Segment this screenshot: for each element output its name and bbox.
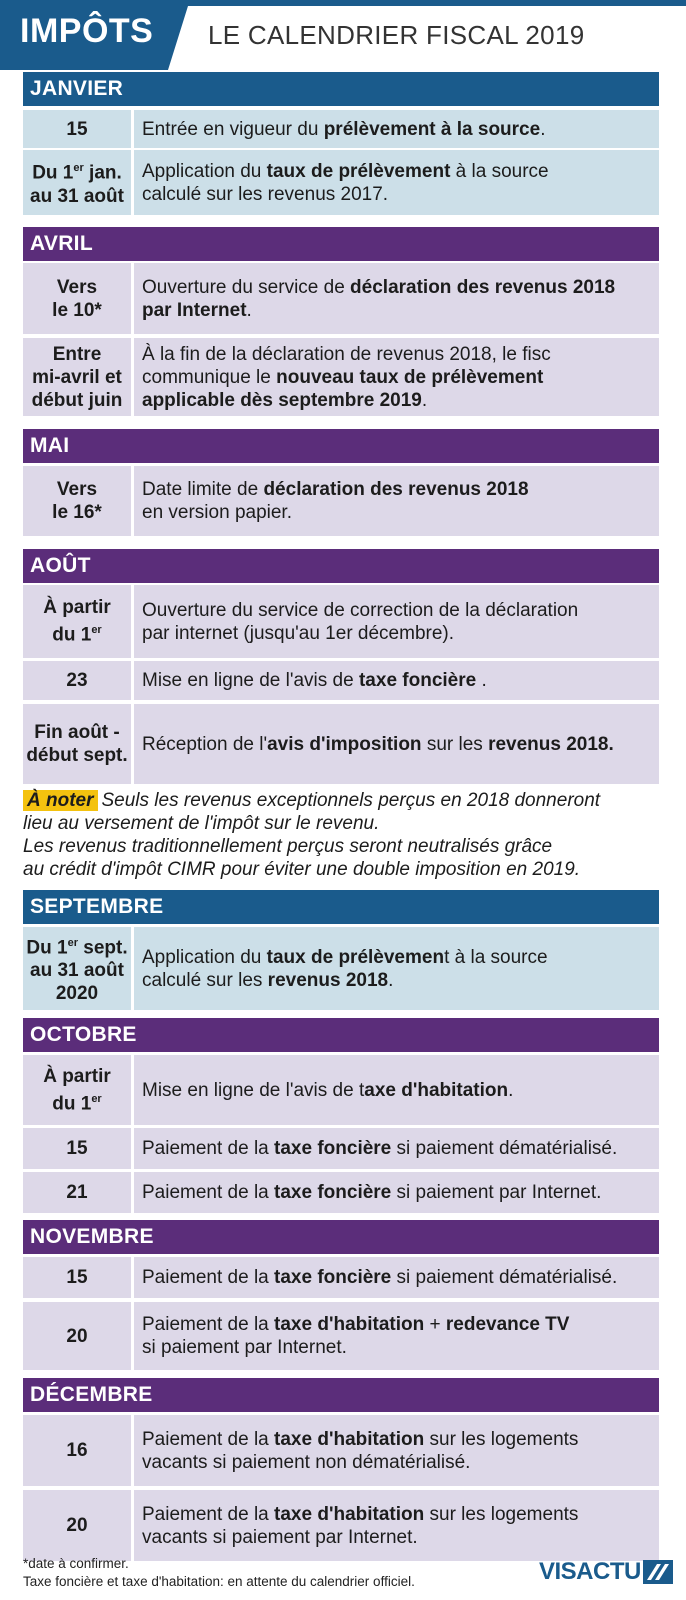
header	[0, 0, 686, 70]
event-description: Application du taux de prélèvement à la source calculé sur les revenus 2017.	[134, 150, 659, 215]
event-description: Paiement de la taxe foncière si paiement dématérialisé.	[134, 1257, 659, 1298]
month-header: AOÛT	[23, 549, 659, 583]
note-line: lieu au versement de l'impôt sur le revenu.	[23, 813, 380, 834]
event-description: Paiement de la taxe d'habitation sur les logements vacants si paiement non dématérialisé.	[134, 1415, 659, 1486]
event-date: 15	[23, 1257, 131, 1298]
event-row	[23, 661, 659, 700]
event-date: Du 1er jan. au 31 août	[23, 150, 131, 215]
month-header: OCTOBRE	[23, 1018, 659, 1052]
event-date: Vers le 16*	[23, 466, 131, 536]
logo-text: VISACTU	[539, 1558, 641, 1585]
header-title: IMPÔTS	[20, 12, 154, 50]
event-date: 20	[23, 1302, 131, 1370]
visactu-logo	[539, 1557, 675, 1587]
footnote-taxes: Taxe foncière et taxe d'habitation: en attente du calendrier officiel.	[23, 1574, 415, 1589]
event-row	[23, 1257, 659, 1298]
logo-mark-icon	[641, 1558, 675, 1586]
note-label: À noter	[23, 790, 98, 811]
event-description: Paiement de la taxe foncière si paiement dématérialisé.	[134, 1128, 659, 1169]
event-row	[23, 263, 659, 334]
event-date: 16	[23, 1415, 131, 1486]
event-date: 21	[23, 1172, 131, 1213]
event-row	[23, 1172, 659, 1213]
event-row	[23, 1302, 659, 1370]
event-row	[23, 1055, 659, 1125]
month-header: NOVEMBRE	[23, 1220, 659, 1254]
event-date: Du 1er sept. au 31 août 2020	[23, 927, 131, 1010]
event-row	[23, 585, 659, 658]
month-header: AVRIL	[23, 227, 659, 261]
event-date: 23	[23, 661, 131, 700]
event-row	[23, 927, 659, 1010]
event-row	[23, 1490, 659, 1561]
event-description: Date limite de déclaration des revenus 2018 en version papier.	[134, 466, 659, 536]
note-box	[23, 789, 663, 881]
event-date: Fin août - début sept.	[23, 704, 131, 784]
month-header: MAI	[23, 429, 659, 463]
event-description: Ouverture du service de correction de la déclaration par internet (jusqu'au 1er décembre).	[134, 585, 659, 658]
event-date: 15	[23, 1128, 131, 1169]
event-description: Paiement de la taxe foncière si paiement par Internet.	[134, 1172, 659, 1213]
event-row	[23, 150, 659, 215]
note-line: Seuls les revenus exceptionnels perçus en 2018 donneront	[101, 790, 601, 811]
event-description: Paiement de la taxe d'habitation sur les logements vacants si paiement par Internet.	[134, 1490, 659, 1561]
event-description: Ouverture du service de déclaration des revenus 2018 par Internet.	[134, 263, 659, 334]
footnote-date: *date à confirmer.	[23, 1556, 129, 1571]
month-header: SEPTEMBRE	[23, 890, 659, 924]
event-date: Entre mi-avril et début juin	[23, 338, 131, 416]
month-header: DÉCEMBRE	[23, 1378, 659, 1412]
event-description: Paiement de la taxe d'habitation + redevance TV si paiement par Internet.	[134, 1302, 659, 1370]
event-description: Mise en ligne de l'avis de taxe foncière .	[134, 661, 659, 700]
event-description: Réception de l'avis d'imposition sur les revenus 2018.	[134, 704, 659, 784]
event-description: À la fin de la déclaration de revenus 2018, le fisc communique le nouveau taux de prélèvement applicable dès septembre 2019.	[134, 338, 659, 416]
event-description: Mise en ligne de l'avis de taxe d'habitation.	[134, 1055, 659, 1125]
event-row	[23, 1415, 659, 1486]
event-row	[23, 1128, 659, 1169]
event-date: 15	[23, 110, 131, 148]
event-row	[23, 704, 659, 784]
header-subtitle: LE CALENDRIER FISCAL 2019	[208, 20, 585, 50]
event-date: À partir du 1er	[23, 1055, 131, 1125]
event-row	[23, 338, 659, 416]
event-date: 20	[23, 1490, 131, 1561]
month-header: JANVIER	[23, 72, 659, 106]
event-row	[23, 110, 659, 148]
event-description: Entrée en vigueur du prélèvement à la source.	[134, 110, 659, 148]
note-line: au crédit d'impôt CIMR pour éviter une double imposition en 2019.	[23, 859, 581, 880]
event-date: À partir du 1er	[23, 585, 131, 658]
event-description: Application du taux de prélèvement à la source calculé sur les revenus 2018.	[134, 927, 659, 1010]
event-row	[23, 466, 659, 536]
event-date: Vers le 10*	[23, 263, 131, 334]
note-line: Les revenus traditionnellement perçus seront neutralisés grâce	[23, 836, 553, 857]
